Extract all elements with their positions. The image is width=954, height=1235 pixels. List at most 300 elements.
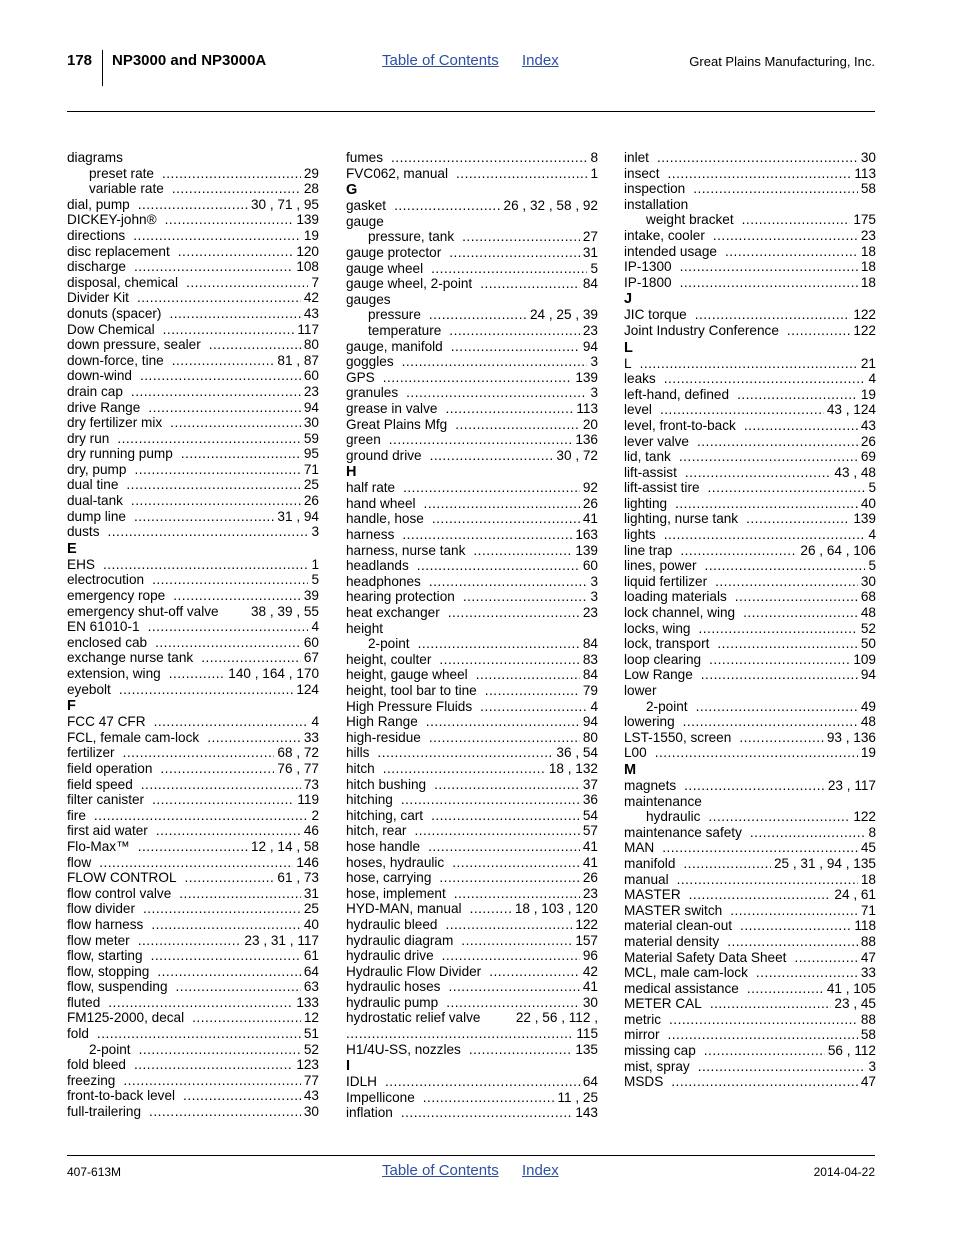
entry-pages[interactable]: 18 , 103 , 120 — [514, 901, 598, 917]
leader-dots — [693, 181, 858, 197]
entry-pages[interactable]: 83 — [582, 651, 598, 667]
entry-pages[interactable]: 68 — [860, 589, 876, 605]
index-entry — [67, 933, 319, 949]
entry-pages[interactable]: 95 — [303, 446, 319, 462]
entry-pages[interactable]: 175 — [853, 212, 876, 228]
entry-term: gasket — [346, 198, 387, 214]
entry-pages[interactable]: 52 — [303, 1041, 319, 1057]
entry-term: L — [624, 355, 632, 371]
entry-pages[interactable]: 79 — [582, 683, 598, 698]
entry-pages[interactable]: 54 — [582, 807, 598, 823]
leader-dots — [207, 730, 301, 746]
entry-term: hydraulic bleed — [346, 916, 438, 932]
index-entry — [346, 543, 598, 559]
entry-term: METER CAL — [624, 996, 702, 1012]
entry-pages[interactable]: 41 — [582, 511, 598, 527]
entry-term: flow meter — [67, 932, 130, 948]
index-entry — [624, 934, 876, 950]
entry-pages[interactable]: 26 — [303, 493, 319, 509]
entry-pages[interactable]: 139 — [296, 212, 319, 228]
entry-pages[interactable]: 23 , 117 — [827, 777, 876, 793]
index-entry — [346, 401, 598, 417]
entry-pages[interactable]: 61 — [303, 948, 319, 964]
entry-pages[interactable]: 40 — [860, 495, 876, 511]
leader-dots — [713, 228, 858, 244]
index-entry — [346, 385, 598, 401]
entry-pages[interactable]: 77 — [303, 1072, 319, 1088]
entry-pages[interactable]: 3 — [868, 1058, 876, 1074]
index-entry — [346, 261, 598, 277]
index-entry — [624, 480, 876, 496]
entry-pages[interactable]: 50 — [860, 636, 876, 652]
leader-dots — [657, 150, 858, 166]
entry-pages[interactable]: 94 — [303, 399, 319, 415]
entry-term: lock channel, wing — [624, 605, 736, 621]
entry-pages[interactable]: 25 — [303, 477, 319, 493]
entry-term: enclosed cab — [67, 634, 148, 650]
entry-pages[interactable]: 122 — [853, 322, 876, 338]
entry-pages[interactable]: 94 — [860, 667, 876, 683]
entry-pages[interactable]: 140 , 164 , 170 — [228, 666, 319, 681]
entry-term: level — [624, 402, 652, 418]
index-entry — [624, 950, 876, 966]
entry-pages[interactable]: 4 — [868, 527, 876, 543]
leader-dots — [401, 792, 580, 808]
entry-pages[interactable]: 80 — [582, 729, 598, 745]
entry-pages[interactable]: 23 , 45 — [834, 996, 876, 1012]
entry-pages[interactable]: 68 , 72 — [277, 745, 319, 761]
index-entry — [624, 965, 876, 981]
entry-term: lower — [624, 683, 657, 698]
entry-pages[interactable]: 58 — [860, 181, 876, 197]
leader-dots — [675, 496, 858, 512]
index-column-2 — [346, 150, 598, 1121]
entry-term: lines, power — [624, 558, 697, 574]
entry-pages[interactable]: 61 , 73 — [277, 870, 319, 886]
entry-pages[interactable]: 41 — [582, 979, 598, 995]
leader-dots — [442, 948, 580, 964]
entry-pages[interactable]: 26 , 32 , 58 , 92 — [503, 198, 598, 214]
leader-dots — [389, 432, 573, 448]
entry-pages[interactable]: 40 — [303, 916, 319, 932]
entry-pages[interactable]: 122 — [853, 809, 876, 825]
entry-pages[interactable]: 56 , 112 — [827, 1043, 876, 1059]
entry-pages[interactable]: 135 — [575, 1041, 598, 1057]
index-entry — [346, 1010, 598, 1026]
entry-pages[interactable]: 88 — [860, 933, 876, 949]
entry-pages[interactable]: 41 , 105 — [826, 980, 876, 996]
entry-pages[interactable]: 18 — [860, 274, 876, 290]
entry-pages[interactable]: 96 — [582, 948, 598, 964]
entry-pages[interactable]: 30 — [303, 415, 319, 431]
entry-pages[interactable]: 42 — [582, 963, 598, 979]
leader-dots — [123, 745, 275, 761]
index-entry — [346, 714, 598, 730]
entry-pages[interactable]: 24 , 61 — [834, 887, 876, 903]
index-entry — [346, 245, 598, 261]
entry-pages[interactable]: 57 — [582, 823, 598, 839]
entry-pages[interactable]: 84 — [582, 636, 598, 652]
index-entry — [67, 823, 319, 839]
entry-pages[interactable]: 115 — [576, 1026, 598, 1042]
entry-pages[interactable]: 23 , 31 , 117 — [244, 932, 319, 948]
entry-pages[interactable]: 88 — [860, 1011, 876, 1027]
entry-pages[interactable]: 30 , 72 — [556, 447, 598, 463]
entry-pages[interactable]: 47 — [860, 949, 876, 965]
entry-pages[interactable]: 123 — [296, 1057, 319, 1073]
entry-term: height, tool bar to tine — [346, 683, 477, 698]
entry-pages[interactable]: 139 — [853, 511, 876, 527]
index-entry — [346, 198, 598, 214]
entry-pages[interactable]: 29 — [303, 165, 319, 181]
entry-pages[interactable]: 12 , 14 , 58 — [250, 838, 319, 854]
entry-pages[interactable]: 52 — [860, 620, 876, 636]
leader-dots — [439, 870, 579, 886]
entry-pages[interactable]: 37 — [582, 776, 598, 792]
entry-pages[interactable]: 5 — [868, 480, 876, 496]
entry-term: 2-point — [89, 1041, 131, 1057]
entry-pages[interactable]: 124 — [296, 681, 319, 697]
entry-pages[interactable]: 41 — [582, 838, 598, 854]
entry-pages[interactable]: 48 — [860, 714, 876, 730]
entry-pages[interactable]: 18 — [860, 259, 876, 275]
entry-pages[interactable]: 3 — [590, 589, 598, 605]
leader-dots — [134, 462, 300, 478]
entry-term: leaks — [624, 371, 656, 387]
index-link-header[interactable]: Index — [522, 52, 559, 69]
entry-term: mirror — [624, 1027, 660, 1043]
entry-pages[interactable]: 36 — [582, 792, 598, 808]
entry-term: height, gauge wheel — [346, 667, 468, 683]
entry-pages[interactable]: 59 — [303, 430, 319, 446]
entry-pages[interactable]: 46 — [303, 823, 319, 839]
leader-dots — [152, 792, 294, 808]
entry-pages[interactable]: 25 — [303, 901, 319, 917]
leader-dots — [698, 621, 857, 637]
entry-pages[interactable]: 84 — [582, 667, 598, 683]
entry-pages[interactable]: 122 — [853, 307, 876, 323]
index-entry — [67, 964, 319, 980]
entry-pages[interactable]: 38 , 39 , 55 — [250, 603, 319, 619]
index-entry — [346, 870, 598, 886]
leader-dots — [97, 1026, 301, 1042]
entry-pages[interactable]: 136 — [575, 432, 598, 448]
entry-pages[interactable]: 7 — [311, 274, 319, 290]
entry-pages[interactable]: 27 — [582, 229, 598, 245]
entry-pages[interactable]: 67 — [303, 650, 319, 666]
entry-pages[interactable]: 133 — [296, 994, 319, 1010]
index-entry — [624, 166, 876, 182]
leader-dots — [445, 401, 573, 417]
index-link-footer[interactable]: Index — [522, 1162, 559, 1179]
entry-pages[interactable]: 93 , 136 — [826, 729, 876, 745]
index-entry — [346, 917, 598, 933]
entry-pages[interactable]: 71 — [860, 902, 876, 918]
entry-term: hose, implement — [346, 885, 446, 901]
entry-term: manual — [624, 871, 669, 887]
index-entry — [67, 493, 319, 509]
index-entry — [67, 384, 319, 400]
entry-pages[interactable]: 28 — [303, 181, 319, 197]
entry-pages[interactable]: 146 — [296, 854, 319, 870]
entry-pages[interactable]: 49 — [860, 698, 876, 714]
entry-pages[interactable]: 3 — [311, 524, 319, 540]
entry-pages[interactable]: 18 , 132 — [548, 760, 598, 776]
entry-pages[interactable]: 18 — [860, 871, 876, 887]
entry-term: level, front-to-back — [624, 417, 736, 433]
entry-pages[interactable]: 4 — [311, 619, 319, 635]
entry-pages[interactable]: 3 — [590, 385, 598, 401]
entry-pages[interactable]: 43 , 48 — [834, 464, 876, 480]
entry-pages[interactable]: 8 — [590, 150, 598, 165]
leader-dots — [424, 496, 580, 512]
entry-term: height, coulter — [346, 651, 432, 667]
index-entry — [346, 166, 598, 182]
entry-pages[interactable]: 23 — [860, 227, 876, 243]
index-entry — [346, 511, 598, 527]
entry-pages[interactable]: 26 — [582, 495, 598, 511]
entry-pages[interactable]: 120 — [296, 243, 319, 259]
entry-pages[interactable]: 23 — [582, 322, 598, 338]
entry-pages[interactable]: 122 — [575, 916, 598, 932]
leader-dots — [151, 948, 301, 964]
entry-pages[interactable]: 60 — [582, 558, 598, 574]
entry-pages[interactable]: 94 — [582, 338, 598, 354]
entry-pages[interactable]: 30 — [860, 150, 876, 165]
entry-pages[interactable]: 143 — [575, 1105, 598, 1121]
entry-term: dual tine — [67, 477, 119, 493]
index-entry — [67, 917, 319, 933]
entry-pages[interactable]: 20 — [582, 416, 598, 432]
entry-pages[interactable]: 48 — [860, 605, 876, 621]
entry-term: flow divider — [67, 901, 135, 917]
entry-pages[interactable]: 71 — [303, 461, 319, 477]
entry-pages[interactable]: 3 — [590, 573, 598, 589]
entry-term: flow, starting — [67, 948, 143, 964]
entry-pages[interactable]: 1 — [590, 165, 598, 181]
entry-pages[interactable]: 4 — [868, 371, 876, 387]
entry-pages[interactable]: 60 — [303, 368, 319, 384]
entry-pages[interactable]: 64 — [303, 963, 319, 979]
entry-pages[interactable]: 139 — [575, 369, 598, 385]
entry-term: flow — [67, 854, 92, 870]
entry-pages[interactable]: 33 — [860, 965, 876, 981]
entry-pages[interactable]: 51 — [303, 1026, 319, 1042]
entry-term: half rate — [346, 480, 396, 496]
index-entry — [624, 996, 876, 1012]
page-header — [0, 0, 954, 112]
toc-link-footer[interactable]: Table of Contents — [382, 1162, 499, 1179]
index-entry — [346, 808, 598, 824]
entry-pages[interactable]: 92 — [582, 480, 598, 496]
entry-pages[interactable]: 45 — [860, 840, 876, 856]
entry-pages[interactable]: 60 — [303, 634, 319, 650]
index-entry — [67, 446, 319, 462]
entry-pages[interactable]: 2 — [311, 807, 319, 823]
entry-pages[interactable]: 117 — [297, 321, 319, 337]
entry-pages[interactable]: 26 , 64 , 106 — [800, 542, 876, 558]
entry-pages[interactable]: 8 — [868, 824, 876, 840]
index-entry — [67, 228, 319, 244]
entry-term: headphones — [346, 573, 421, 589]
index-entry — [346, 1042, 598, 1058]
entry-term: hydraulic drive — [346, 948, 434, 964]
entry-pages[interactable]: 80 — [303, 337, 319, 353]
entry-pages[interactable]: 4 — [311, 714, 319, 730]
entry-pages[interactable]: 25 , 31 , 94 , 135 — [773, 855, 876, 871]
entry-pages[interactable]: 81 , 87 — [277, 352, 319, 368]
entry-pages[interactable]: 76 , 77 — [277, 760, 319, 776]
entry-term: variable rate — [89, 181, 164, 197]
entry-pages[interactable]: 113 — [576, 400, 598, 416]
entry-pages[interactable]: 63 — [303, 979, 319, 995]
entry-pages[interactable]: 139 — [575, 542, 598, 558]
entry-pages[interactable]: 4 — [590, 698, 598, 714]
entry-pages[interactable]: 31 — [303, 885, 319, 901]
leader-dots — [434, 777, 580, 793]
entry-pages[interactable]: 163 — [575, 527, 598, 543]
entry-pages[interactable]: 5 — [868, 558, 876, 574]
entry-pages[interactable]: 94 — [582, 714, 598, 730]
index-entry — [346, 995, 598, 1011]
leader-dots — [170, 415, 301, 431]
entry-pages[interactable]: 19 — [860, 386, 876, 402]
entry-term: flow, suspending — [67, 979, 168, 995]
entry-term: FCC 47 CFR — [67, 714, 146, 730]
entry-pages[interactable]: 18 — [860, 243, 876, 259]
entry-pages[interactable]: 108 — [296, 259, 319, 275]
entry-term: magnets — [624, 777, 677, 793]
entry-pages[interactable]: 23 — [582, 885, 598, 901]
entry-pages[interactable]: 33 — [303, 729, 319, 745]
leader-dots — [655, 745, 858, 761]
leader-dots — [165, 212, 294, 228]
entry-term: down-wind — [67, 368, 132, 384]
entry-pages[interactable]: 23 — [582, 605, 598, 621]
index-entry — [67, 244, 319, 260]
leader-dots — [401, 1105, 572, 1121]
entry-term: maintenance safety — [624, 824, 742, 840]
leader-dots — [402, 527, 572, 543]
entry-pages[interactable]: 39 — [303, 588, 319, 604]
index-entry — [67, 1104, 319, 1120]
entry-pages[interactable]: 1 — [311, 556, 319, 572]
entry-pages[interactable]: 3 — [590, 354, 598, 370]
index-entry — [624, 605, 876, 621]
leader-dots — [149, 1104, 301, 1120]
entry-pages[interactable]: 157 — [575, 932, 598, 948]
entry-term: material density — [624, 933, 720, 949]
entry-pages[interactable]: 30 — [582, 994, 598, 1010]
leader-dots — [148, 619, 309, 635]
entry-pages[interactable]: 11 , 25 — [557, 1089, 598, 1105]
footer-rule — [67, 1155, 875, 1156]
entry-pages[interactable]: 64 — [582, 1074, 598, 1090]
entry-pages[interactable]: 5 — [590, 260, 598, 276]
entry-term: manifold — [624, 855, 676, 871]
leader-dots — [698, 1059, 866, 1075]
index-entry — [346, 621, 598, 637]
leader-dots — [717, 636, 858, 652]
index-entry — [624, 778, 876, 794]
entry-pages[interactable]: 84 — [582, 276, 598, 292]
entry-term: inspection — [624, 181, 686, 197]
entry-pages[interactable]: 23 — [303, 383, 319, 399]
leader-dots — [750, 825, 866, 841]
leader-dots — [417, 558, 580, 574]
entry-pages[interactable]: 24 , 25 , 39 — [529, 307, 598, 323]
index-entry — [67, 777, 319, 793]
entry-pages[interactable]: 58 — [860, 1027, 876, 1043]
entry-pages[interactable]: 26 — [582, 870, 598, 886]
entry-term: dusts — [67, 524, 100, 540]
leader-dots — [119, 682, 293, 698]
entry-term: gauge protector — [346, 244, 442, 260]
entry-pages[interactable]: 5 — [311, 572, 319, 588]
entry-term: granules — [346, 385, 399, 401]
entry-term: FCL, female cam-lock — [67, 729, 200, 745]
index-entry — [624, 840, 876, 856]
index-column-3 — [624, 150, 876, 1090]
entry-pages[interactable]: 109 — [853, 651, 876, 667]
index-letter-heading: J — [624, 291, 633, 308]
entry-pages[interactable]: 30 , 71 , 95 — [250, 196, 319, 212]
entry-pages[interactable]: 113 — [854, 165, 876, 181]
entry-term: height — [346, 620, 384, 636]
entry-pages[interactable]: 30 — [303, 1104, 319, 1120]
entry-term: MAN — [624, 840, 655, 856]
entry-term: discharge — [67, 259, 126, 275]
index-subentry — [346, 307, 598, 323]
leader-dots — [143, 901, 301, 917]
leader-dots — [708, 480, 866, 496]
entry-pages[interactable]: 31 — [582, 244, 598, 260]
entry-term: loading materials — [624, 589, 727, 605]
entry-pages[interactable]: 12 — [303, 1010, 319, 1026]
entry-pages[interactable]: 36 , 54 — [556, 745, 598, 761]
leader-dots — [485, 683, 580, 699]
index-entry — [67, 650, 319, 666]
index-entry — [624, 275, 876, 291]
entry-pages[interactable]: 31 , 94 — [277, 508, 319, 524]
entry-pages[interactable]: 43 — [860, 417, 876, 433]
entry-pages[interactable]: 42 — [303, 290, 319, 306]
entry-term: DICKEY-john® — [67, 212, 157, 228]
index-entry — [624, 1027, 876, 1043]
entry-pages[interactable]: 47 — [860, 1074, 876, 1090]
leader-dots — [448, 979, 579, 995]
entry-pages[interactable]: 73 — [303, 776, 319, 792]
leader-dots — [746, 511, 850, 527]
entry-pages[interactable]: 119 — [297, 792, 319, 808]
entry-pages[interactable]: 21 — [860, 355, 876, 371]
entry-pages[interactable]: 43 — [303, 305, 319, 321]
entry-pages[interactable]: 43 , 124 — [826, 402, 876, 418]
entry-pages[interactable]: 43 — [303, 1088, 319, 1104]
entry-pages[interactable]: 22 , 56 , 112 , — [515, 1010, 598, 1026]
entry-pages[interactable]: 69 — [860, 449, 876, 465]
entry-pages[interactable]: 19 — [860, 745, 876, 761]
entry-pages[interactable]: 30 — [860, 573, 876, 589]
entry-term: hitch, rear — [346, 823, 407, 839]
entry-term: first aid water — [67, 823, 148, 839]
entry-pages[interactable]: 19 — [303, 227, 319, 243]
index-entry — [67, 197, 319, 213]
entry-pages[interactable]: 118 — [854, 918, 876, 934]
entry-pages[interactable]: 41 — [582, 854, 598, 870]
toc-link-header[interactable]: Table of Contents — [382, 52, 499, 69]
entry-pages[interactable]: 26 — [860, 433, 876, 449]
